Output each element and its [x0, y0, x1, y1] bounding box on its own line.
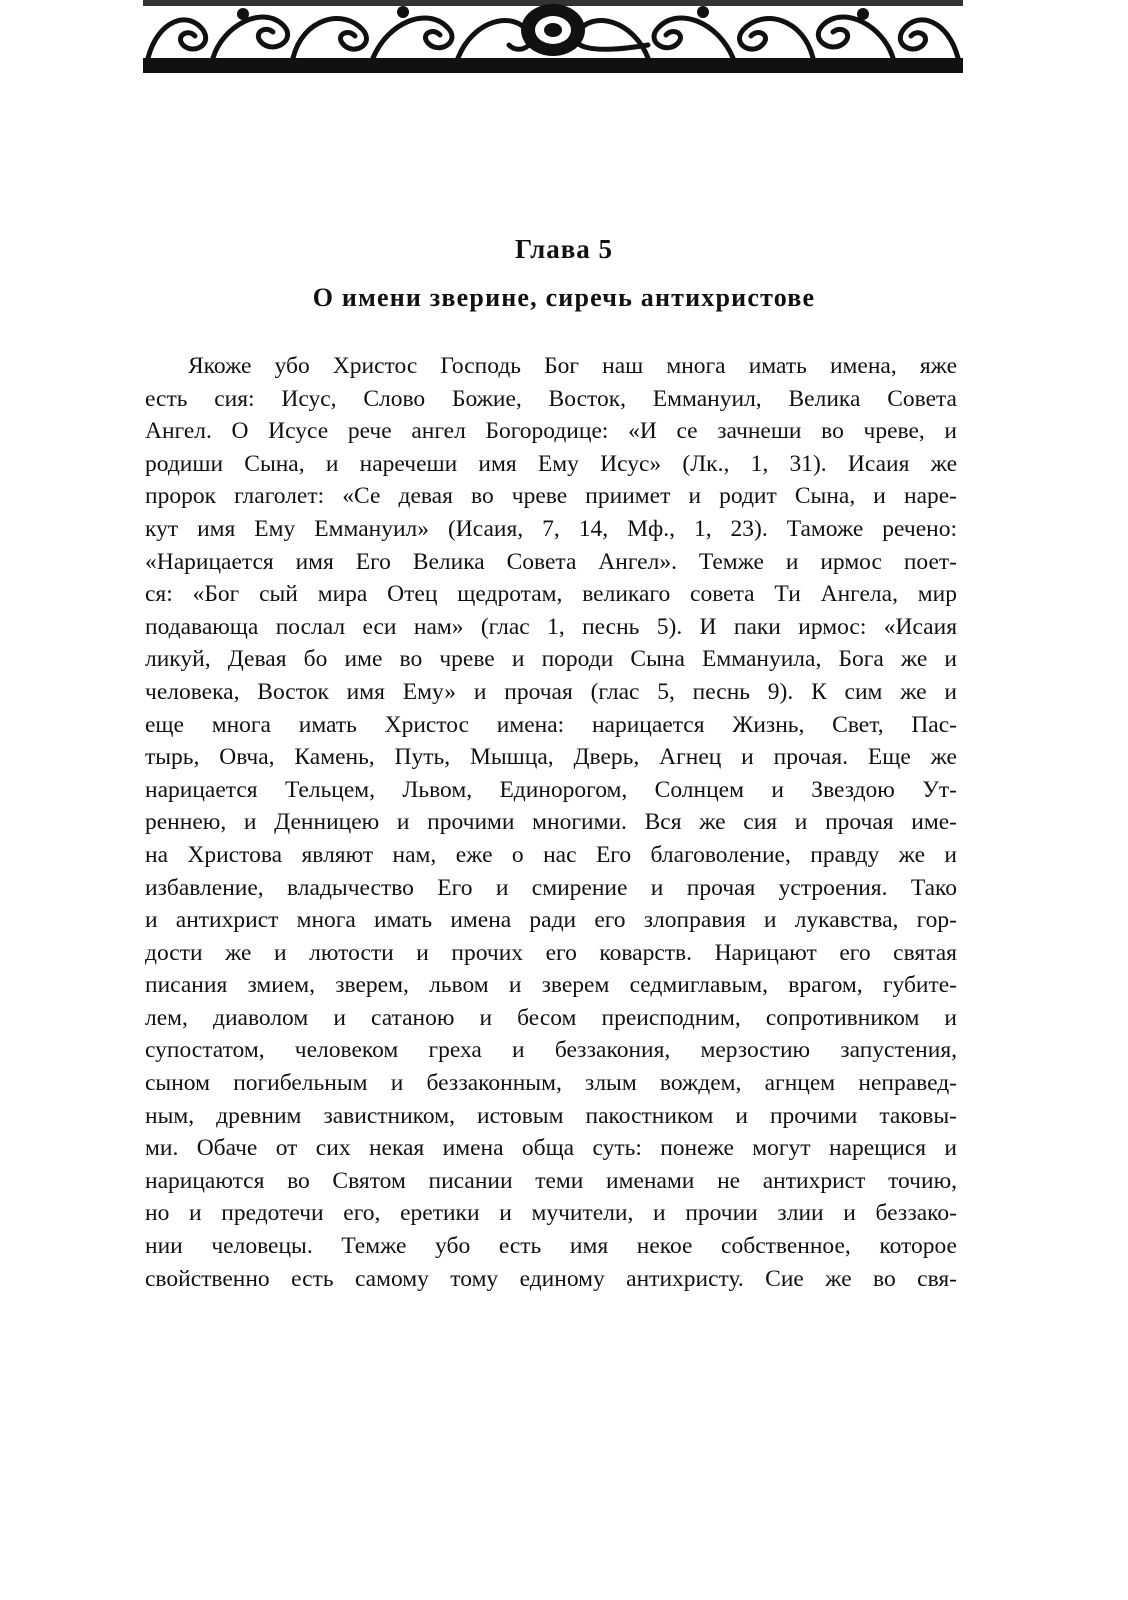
text-line: нарицается Тельцем, Львом, Единорогом, Солнцем и Звездою Ут-: [145, 776, 957, 803]
text-line: супостатом, человеком греха и беззакония, мерзостию запустения,: [145, 1037, 957, 1064]
text-line: реннею, и Денницею и прочими многими. Вся же сия и прочая име-: [145, 809, 957, 836]
text-line: сыном погибельным и беззаконным, злым вождем, агнцем неправед-: [145, 1070, 957, 1097]
text-line: писания змием, зверем, львом и зверем седмиглавым, врагом, губите-: [145, 972, 957, 999]
text-line: на Христова являют нам, еже о нас Его благоволение, правду же и: [145, 841, 957, 868]
text-line: кут имя Ему Еммануил» (Исаия, 7, 14, Мф., 1, 23). Таможе речено:: [145, 515, 957, 542]
text-line: нии человецы. Темже убо есть имя некое собственное, которое: [145, 1233, 957, 1260]
chapter-title: О имени зверине, сиречь антихристове: [312, 283, 816, 312]
text-line: подавающа послал еси нам» (глас 1, песнь 5). И паки ирмос: «Исаия: [145, 613, 957, 640]
text-line: еще многа имать Христос имена: нарицается Жизнь, Свет, Пас-: [145, 711, 957, 738]
text-line: Ангел. О Исусе рече ангел Богородице: «И се зачнеши во чреве, и: [145, 418, 957, 445]
text-line: ликуй, Девая бо име во чреве и породи Сына Еммануила, Бога же и: [145, 646, 957, 673]
floral-ornament-icon: [143, 0, 963, 73]
text-line: но и предотечи его, еретики и мучители, и прочии злии и беззако-: [145, 1200, 957, 1227]
text-line: свойственно есть самому тому единому антихристу. Сие же во свя-: [145, 1265, 957, 1292]
body-text: [145, 350, 957, 1295]
text-line: избавление, владычество Его и смирение и прочая устроения. Тако: [145, 874, 957, 901]
text-line: ным, древним завистником, истовым пакостником и прочими таковы-: [145, 1102, 957, 1129]
text-line: лем, диаволом и сатаною и бесом преисподним, сопротивником и: [145, 1004, 957, 1031]
text-line: тырь, Овча, Камень, Путь, Мышца, Дверь, Агнец и прочая. Еще же: [145, 744, 957, 771]
text-line: человека, Восток имя Ему» и прочая (глас 5, песнь 9). К сим же и: [145, 678, 957, 705]
text-line: ся: «Бог сый мира Отец щедротам, великаго совета Ти Ангела, мир: [145, 581, 957, 608]
text-line: ми. Обаче от сих некая имена обща суть: понеже могут нарещися и: [145, 1135, 957, 1162]
text-line: есть сия: Исус, Слово Божие, Восток, Еммануил, Велика Совета: [145, 385, 957, 412]
text-line: «Нарицается имя Его Велика Совета Ангел». Темже и ирмос поет-: [145, 548, 957, 575]
text-line: пророк глаголет: «Се девая во чреве приимет и родит Сына, и наре-: [145, 483, 957, 510]
text-line: и антихрист многа имать имена ради его злоправия и лукавства, гор-: [145, 907, 957, 934]
text-line: родиши Сына, и наречеши имя Ему Исус» (Лк., 1, 31). Исаия же: [145, 450, 957, 477]
text-line: дости же и лютости и прочих его коварств. Нарицают его святая: [145, 939, 957, 966]
chapter-number: Глава 5: [514, 234, 614, 264]
text-line: Якоже убо Христос Господь Бог наш многа имать имена, яже: [188, 353, 957, 379]
text-line: нарицаются во Святом писании теми именами не антихрист точию,: [145, 1167, 957, 1194]
